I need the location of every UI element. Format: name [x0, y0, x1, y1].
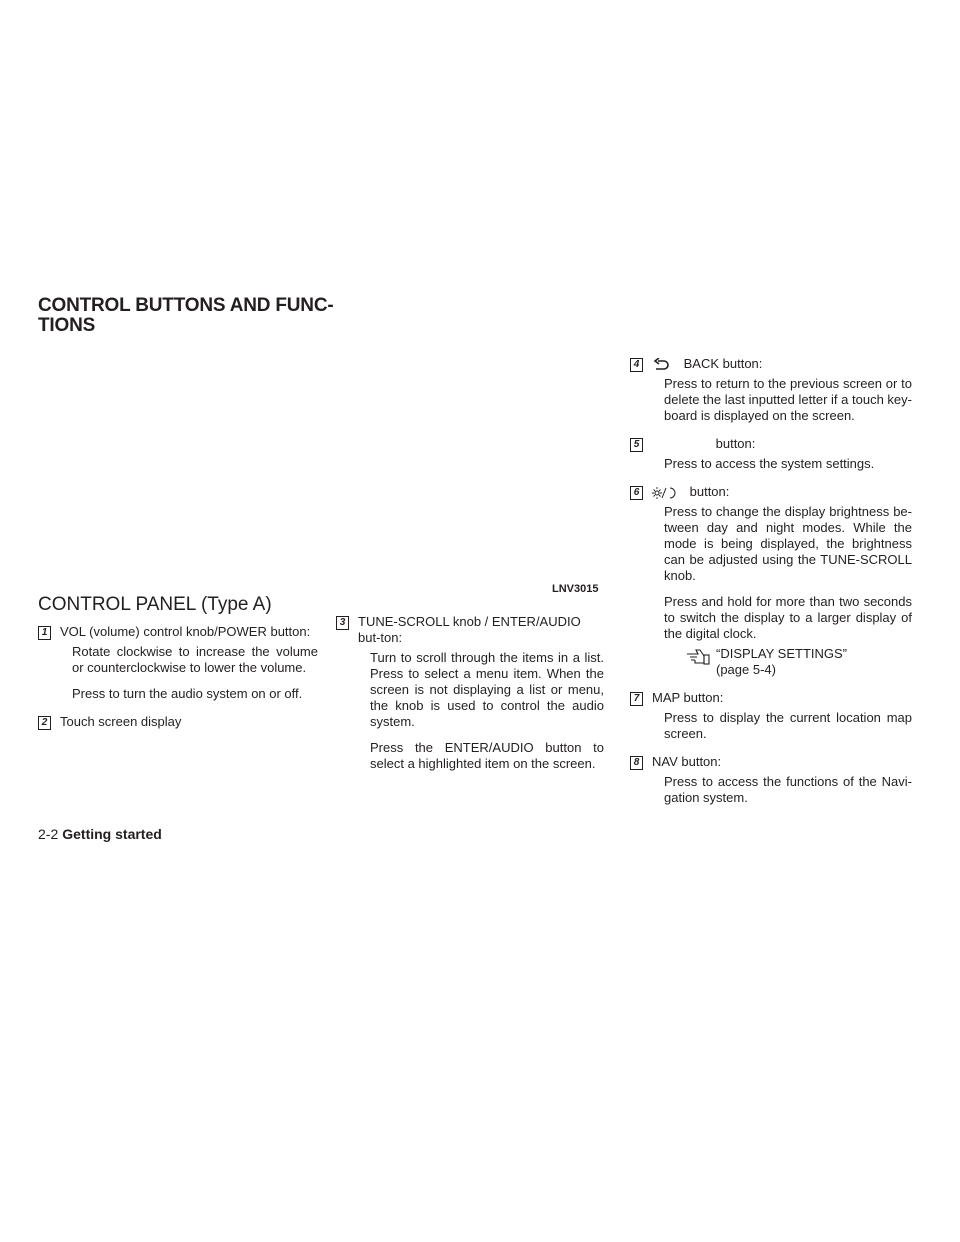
item-label: NAV button:: [652, 754, 722, 769]
item-label: Touch screen display: [60, 714, 182, 729]
item-text: Press to change the display brightness be-tween day and night modes. While the mode is being displayed, the brightness can be adjusted using the TUNE-SCROLL knob.: [664, 504, 912, 583]
item-label: VOL (volume) control knob/POWER button:: [60, 624, 311, 639]
back-arrow-icon: [652, 358, 670, 372]
item-number: 2: [38, 716, 51, 730]
column-3: [630, 356, 912, 818]
page-footer: [38, 826, 162, 842]
page-number: 2-2: [38, 826, 59, 842]
item-7: [630, 690, 912, 742]
item-label-row: [652, 356, 912, 372]
figure-code: LNV3015: [552, 583, 599, 595]
item-label-row: [652, 484, 912, 500]
reference-page: (page 5-4): [716, 662, 776, 677]
column-2: [336, 614, 604, 784]
item-number: 1: [38, 626, 51, 640]
item-label: button:: [715, 436, 756, 451]
item-2: [38, 714, 318, 730]
item-label: BACK button:: [683, 356, 763, 371]
reference-hand-icon: [686, 648, 710, 666]
cross-reference: [652, 646, 912, 678]
item-label: MAP button:: [652, 690, 724, 705]
subheading: CONTROL PANEL (Type A): [38, 594, 272, 615]
item-text: Press to return to the previous screen or to delete the last inputted letter if a touch key-board is displayed on the screen.: [664, 376, 912, 423]
item-text: Press to access the functions of the Navi-gation system.: [664, 774, 912, 805]
item-number: 3: [336, 616, 349, 630]
item-3: [336, 614, 604, 772]
item-number: 8: [630, 756, 643, 770]
day-night-icon: [652, 486, 676, 500]
item-text: Press the ENTER/AUDIO button to select a highlighted item on the screen.: [370, 740, 604, 771]
section-heading: [38, 296, 338, 336]
item-number: 5: [630, 438, 643, 452]
item-6: [630, 484, 912, 678]
item-label: button:: [689, 484, 730, 499]
section-heading-line2: TIONS: [38, 315, 96, 336]
item-text: Turn to scroll through the items in a list. Press to select a menu item. When the screen is not displaying a list or menu, the knob is used to control the audio system.: [370, 650, 604, 729]
item-number: 7: [630, 692, 643, 706]
item-text: Press to access the system settings.: [664, 456, 875, 471]
item-text: Press to turn the audio system on or off.: [72, 686, 303, 701]
reference-title: “DISPLAY SETTINGS”: [716, 646, 847, 661]
item-text: Press to display the current location map screen.: [664, 710, 912, 741]
item-1: [38, 624, 318, 702]
item-8: [630, 754, 912, 806]
section-heading-line1: CONTROL BUTTONS AND FUNC-: [38, 295, 334, 316]
item-label-row: [652, 436, 912, 452]
item-label: TUNE-SCROLL knob / ENTER/AUDIO but-ton:: [358, 614, 581, 645]
item-text: Rotate clockwise to increase the volume or counterclockwise to lower the volume.: [72, 644, 318, 675]
chapter-title: Getting started: [62, 826, 162, 842]
item-4: [630, 356, 912, 424]
item-text: Press and hold for more than two seconds to switch the display to a larger display of the digital clock.: [664, 594, 912, 641]
item-number: 6: [630, 486, 643, 500]
item-number: 4: [630, 358, 643, 372]
column-1: [38, 594, 318, 742]
item-5: [630, 436, 912, 472]
